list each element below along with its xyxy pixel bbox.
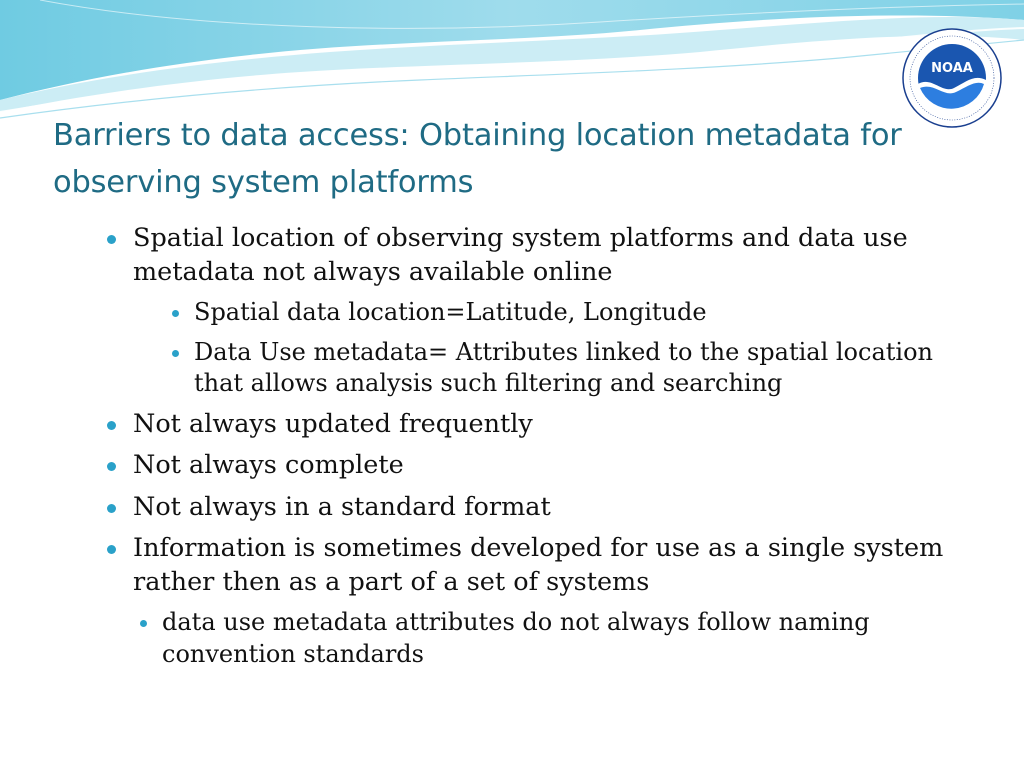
bullet-icon	[107, 504, 116, 513]
bullet-text: Not always in a standard format	[133, 491, 551, 522]
bullet-icon	[107, 462, 116, 471]
bullet-item	[107, 491, 987, 525]
sub-bullet-item	[172, 297, 987, 329]
bullet-item	[107, 532, 987, 599]
bullet-text: Not always updated frequently	[133, 408, 533, 439]
bullet-text: data use metadata attributes do not always follow naming convention standards	[162, 608, 870, 668]
bullet-icon	[140, 620, 147, 627]
bullet-list	[107, 222, 987, 678]
bullet-text: Not always complete	[133, 450, 404, 480]
noaa-logo-text: NOAA	[931, 61, 973, 76]
bullet-icon	[107, 421, 116, 430]
bullet-text: Spatial location of observing system platforms and data use metadata not always available online	[133, 223, 908, 287]
sub-bullet-item	[140, 607, 987, 670]
bullet-icon	[172, 350, 179, 357]
bullet-text: Data Use metadata= Attributes linked to the spatial location that allows analysis such filtering and searching	[194, 337, 933, 397]
bullet-item	[107, 222, 987, 289]
bullet-text: Spatial data location=Latitude, Longitude	[194, 298, 707, 326]
bullet-icon	[107, 545, 116, 554]
sub-bullet-item	[172, 337, 987, 400]
slide-title: Barriers to data access: Obtaining location metadata for observing system platforms	[53, 118, 902, 200]
bullet-icon	[172, 310, 179, 317]
bullet-text: Information is sometimes developed for use as a single system rather then as a part of a set of systems	[133, 533, 944, 597]
bullet-item	[107, 449, 987, 483]
bullet-icon	[107, 235, 116, 244]
bullet-item	[107, 408, 987, 442]
